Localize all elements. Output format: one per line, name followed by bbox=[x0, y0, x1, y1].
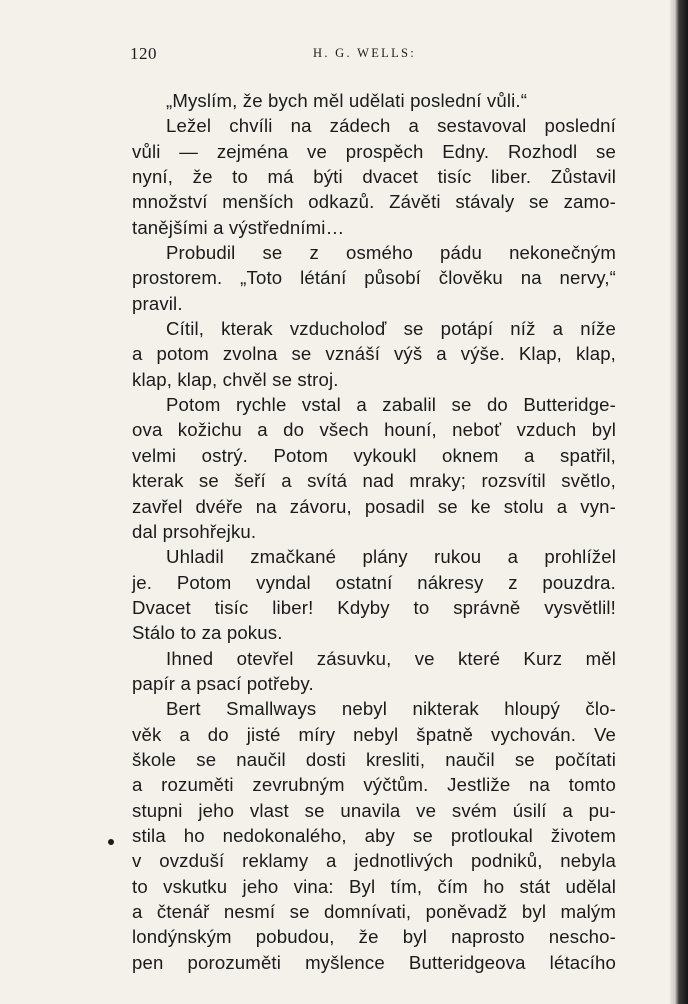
text-line: Cítil, kterak vzducholoď se potápí níž a níže bbox=[166, 318, 616, 340]
text-line: množství menších odkazů. Závěti stávaly se zamo- bbox=[132, 191, 616, 213]
text-line: Ležel chvíli na zádech a sestavoval poslední bbox=[166, 115, 616, 137]
text-line: Uhladil zmačkané plány rukou a prohlížel bbox=[166, 546, 616, 568]
running-head: H. G. WELLS: bbox=[313, 46, 417, 60]
text-line: Stálo to za pokus. bbox=[132, 622, 283, 644]
text-line: klap, klap, chvěl se stroj. bbox=[132, 368, 339, 390]
text-line: věk a do jisté míry nebyl špatně vychován. Ve bbox=[132, 723, 616, 745]
text-line: nyní, že to má býti dvacet tisíc liber. Zůstavil bbox=[132, 166, 616, 188]
text-line: vůli — zejména ve prospěch Edny. Rozhodl se bbox=[132, 140, 616, 162]
text-line: pen porozuměti myšlence Butteridgeova létacího bbox=[132, 951, 616, 973]
text-line: to vskutku jeho vina: Byl tím, čím ho stát udělal bbox=[132, 875, 616, 897]
text-line: a rozuměti zevrubným výčtům. Jestliže na tomto bbox=[132, 774, 616, 796]
text-line: kterak se šeří a svítá nad mraky; rozsvítil světlo, bbox=[132, 470, 616, 492]
text-line: a čtenář nesmí se domnívati, poněvadž byl malým bbox=[132, 901, 616, 922]
text-line: dal prsohřejku. bbox=[132, 520, 257, 542]
text-line: pravil. bbox=[132, 292, 183, 314]
page-header bbox=[130, 44, 616, 66]
text-line: a potom zvolna se vznáší výš a výše. Klap, klap, bbox=[132, 343, 616, 365]
text-line: tanějšími a výstředními… bbox=[132, 216, 345, 238]
text-line: Probudil se z osmého pádu nekonečným bbox=[166, 242, 616, 264]
page-edge-shadow bbox=[670, 0, 688, 1004]
text-line: velmi ostrý. Potom vykoukl oknem a spatřil, bbox=[132, 444, 616, 466]
text-line: Potom rychle vstal a zabalil se do Butteridge- bbox=[166, 394, 616, 416]
text-line: londýnským pobudou, že byl naprosto nescho- bbox=[132, 926, 616, 948]
text-line: Ihned otevřel zásuvku, ve které Kurz měl bbox=[166, 647, 616, 669]
text-line: papír a psací potřeby. bbox=[132, 672, 314, 694]
text-line: v ovzduší reklamy a jednotlivých podniků, nebyla bbox=[132, 850, 616, 872]
text-line: stupni jeho vlast se unavila ve svém úsilí a pu- bbox=[132, 799, 616, 821]
body-text bbox=[132, 88, 616, 975]
text-line: je. Potom vyndal ostatní nákresy z pouzdra. bbox=[132, 571, 616, 593]
margin-dot bbox=[108, 839, 114, 845]
page-number: 120 bbox=[130, 44, 157, 63]
text-line: „Myslím, že bych měl udělati poslední vůli.“ bbox=[166, 90, 528, 111]
text-line: prostorem. „Toto létání působí člověku na nervy,“ bbox=[132, 267, 616, 289]
text-line: ova kožichu a do všech houní, neboť vzduch byl bbox=[132, 419, 616, 441]
text-line: zavřel dvéře na závoru, posadil se ke stolu a vyn- bbox=[132, 495, 616, 517]
text-line: škole se naučil dosti kresliti, naučil se počítati bbox=[132, 748, 616, 770]
text-line: Dvacet tisíc liber! Kdyby to správně vysvětlil! bbox=[132, 596, 616, 618]
text-line: stila ho nedokonalého, aby se protloukal životem bbox=[132, 824, 616, 846]
text-line: Bert Smallways nebyl nikterak hloupý člo- bbox=[166, 698, 616, 720]
